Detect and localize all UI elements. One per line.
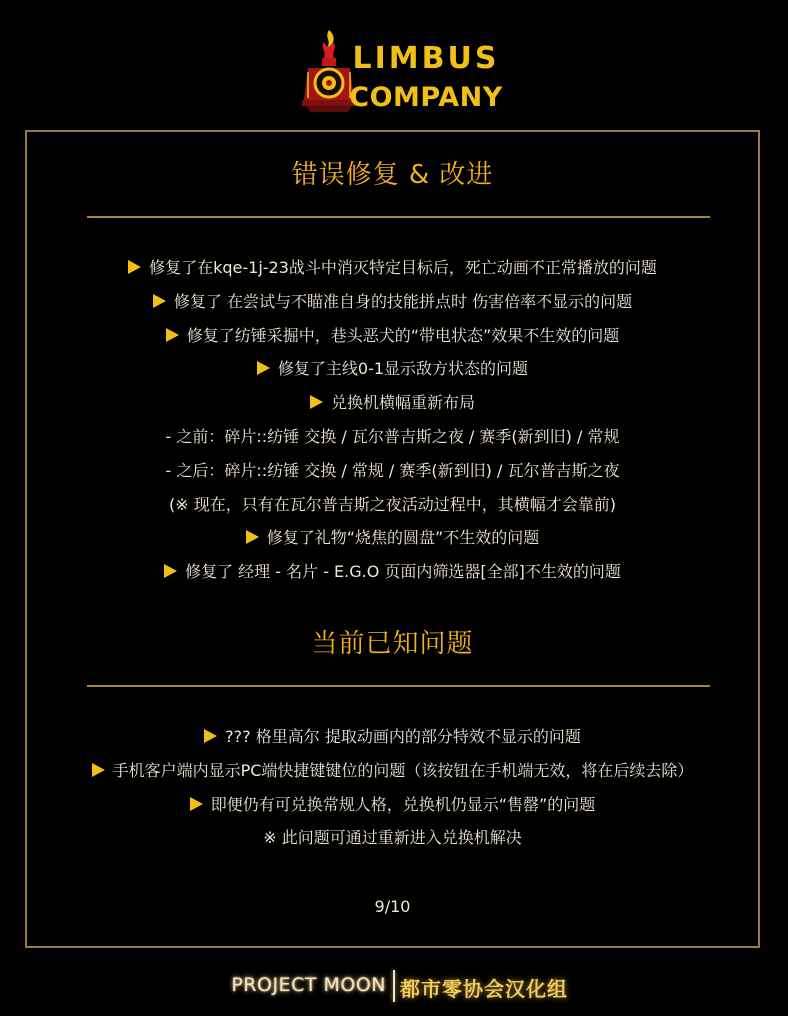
list-item [27, 251, 758, 285]
list-item [27, 488, 758, 522]
list-item-text: 修复了纺锤采掘中，巷头恶犬的“带电状态”效果不生效的问题 [186, 325, 620, 345]
known-issues-list [27, 720, 758, 855]
list-item-text: - 之后：碎片::纺锤 交换 / 常规 / 赛季(新到旧) / 瓦尔普吉斯之夜 [165, 460, 620, 480]
project-moon-label: PROJECT MOON [231, 974, 386, 996]
title-divider [87, 685, 710, 687]
list-item-text: 修复了 在尝试与不瞄准自身的技能拼点时 伤害倍率不显示的问题 [173, 291, 633, 311]
play-arrow-icon [92, 763, 105, 777]
list-item-text: 修复了在kqe-1j-23战斗中消灭特定目标后，死亡动画不正常播放的问题 [149, 258, 657, 277]
limbus-company-logo [300, 22, 503, 114]
play-arrow-icon [246, 530, 259, 544]
list-item-text: 修复了礼物“烧焦的圆盘”不生效的问题 [266, 528, 540, 548]
list-item-text: 即便仍有可兑换常规人格，兑换机仍显示“售罄”的问题 [210, 794, 596, 814]
play-arrow-icon [190, 797, 203, 811]
list-item [27, 420, 758, 454]
list-item-text: (※ 现在，只有在瓦尔普吉斯之夜活动过程中，其横幅才会靠前) [169, 494, 616, 514]
title-divider [87, 216, 710, 218]
footer-divider [393, 970, 395, 1002]
patch-notes-panel [25, 130, 760, 948]
list-item [27, 754, 758, 788]
list-item [27, 821, 758, 855]
bugfix-list [27, 251, 758, 589]
list-item [27, 521, 758, 555]
play-arrow-icon [204, 729, 217, 743]
list-item [27, 788, 758, 822]
logo-line1: LIMBUS [352, 41, 500, 76]
known-issues-section-title: 当前已知问题 [311, 629, 474, 659]
play-arrow-icon [257, 361, 270, 375]
play-arrow-icon [153, 294, 166, 308]
footer [0, 966, 788, 1006]
list-item-text: - 之前：碎片::纺锤 交换 / 瓦尔普吉斯之夜 / 赛季(新到旧) / 常规 [165, 426, 620, 446]
play-arrow-icon [164, 564, 177, 578]
list-item [27, 555, 758, 589]
list-item-text: ??? 格里高尔 提取动画内的部分特效不显示的问题 [225, 727, 581, 746]
translation-group-label: 都市零协会汉化组 [400, 977, 568, 1001]
list-item-text: 兑换机横幅重新布局 [330, 393, 475, 413]
logo-line2: COMPANY [349, 82, 503, 113]
play-arrow-icon [310, 395, 323, 409]
list-item-text: ※ 此问题可通过重新进入兑换机解决 [263, 828, 522, 848]
list-item-text: 修复了 经理 - 名片 - E.G.O 页面内筛选器[全部]不生效的问题 [185, 562, 621, 582]
list-item [27, 454, 758, 488]
play-arrow-icon [166, 328, 179, 342]
bugfix-section-title: 错误修复 & 改进 [291, 160, 494, 190]
list-item-text: 修复了主线0-1显示敌方状态的问题 [277, 359, 529, 379]
list-item [27, 319, 758, 353]
logo-wordmark [349, 32, 503, 113]
page-indicator: 9/10 [374, 897, 411, 916]
play-arrow-icon [128, 260, 141, 274]
list-item [27, 352, 758, 386]
list-item-text: 手机客户端内显示PC端快捷键键位的问题（该按钮在手机端无效，将在后续去除） [112, 760, 694, 780]
list-item [27, 386, 758, 420]
list-item [27, 285, 758, 319]
list-item [27, 720, 758, 754]
